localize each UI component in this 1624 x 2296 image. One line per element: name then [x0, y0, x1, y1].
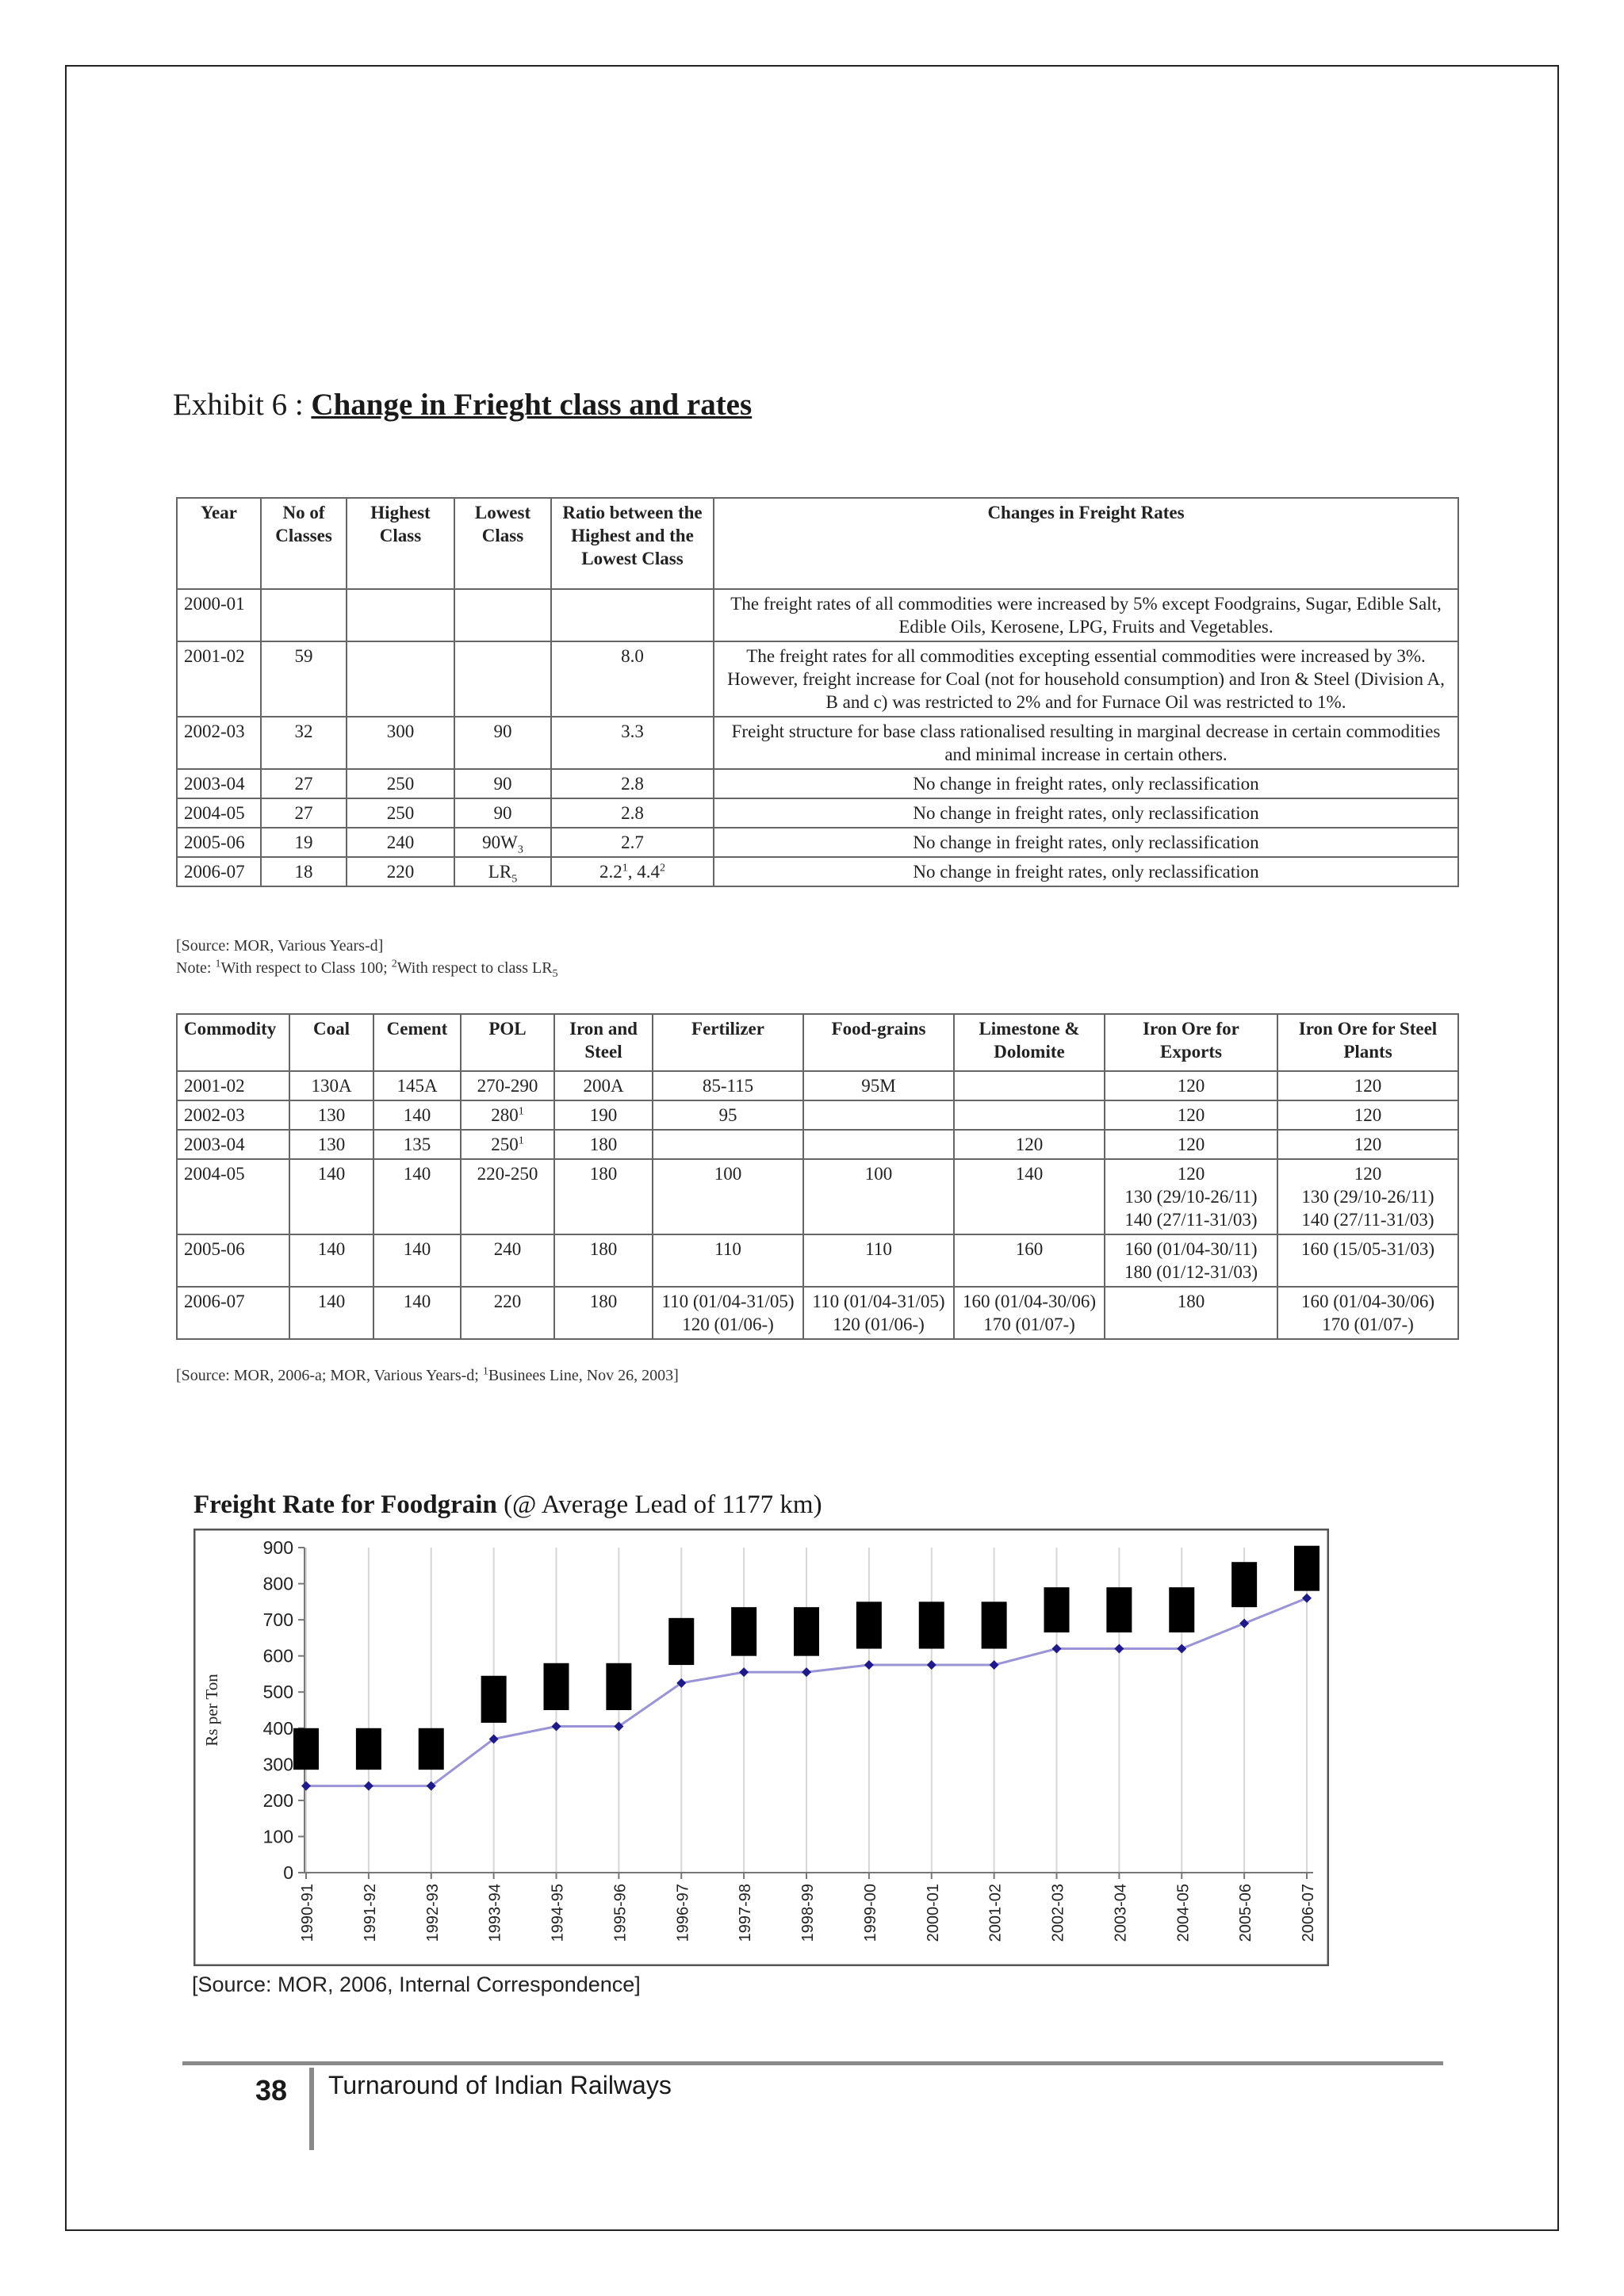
- classes-cell: 27: [261, 798, 347, 828]
- fertilizer-cell: [653, 1159, 803, 1234]
- coal-cell: 140: [289, 1159, 373, 1234]
- iron-ore-exports-cell: [1105, 1130, 1277, 1159]
- limestone-cell: [954, 1234, 1105, 1287]
- freight-change-cell: Freight structure for base class rationalised resulting in marginal decrease in certain commodities and minimal increase in certain others.: [714, 717, 1458, 769]
- chart-title: Freight Rate for Foodgrain (@ Average Lead of 1177 km): [193, 1490, 822, 1519]
- fertilizer-cell: [653, 1234, 803, 1287]
- column-header: Iron and Steel: [554, 1014, 653, 1071]
- table-row: [177, 717, 1458, 769]
- cell-line: 120 (01/06-): [833, 1314, 925, 1334]
- cell-line: 110: [865, 1239, 892, 1259]
- cell-line: 120: [1015, 1135, 1044, 1154]
- page-number: 38: [255, 2074, 288, 2107]
- y-tick-label: 500: [262, 1682, 293, 1703]
- column-header: Iron Ore for Exports: [1105, 1014, 1277, 1071]
- chart-source: [Source: MOR, 2006, Internal Correspondence]: [192, 1973, 641, 1996]
- foodgrains-cell: [803, 1159, 954, 1234]
- cell-line: 120: [1177, 1076, 1205, 1096]
- column-header: Commodity: [177, 1014, 289, 1071]
- range-bar: [606, 1663, 631, 1710]
- foodgrains-cell: [803, 1130, 954, 1159]
- lowest-class-cell: [454, 589, 551, 641]
- foodgrain-freight-chart: [193, 1529, 1329, 1966]
- y-tick-label: 600: [262, 1645, 293, 1667]
- lowest-class-cell: 90: [454, 769, 551, 798]
- cell-line: 120: [1177, 1164, 1205, 1184]
- freight-change-cell: No change in freight rates, only reclassification: [714, 798, 1458, 828]
- coal-cell: 130A: [289, 1071, 373, 1100]
- table-row: [177, 769, 1458, 798]
- cell-line: 130 (29/10-26/11): [1301, 1187, 1434, 1207]
- footer-title: Turnaround of Indian Railways: [328, 2071, 672, 2099]
- range-bar: [919, 1601, 944, 1648]
- fertilizer-cell: [653, 1100, 803, 1130]
- x-tick-label: 2006-07: [1300, 1884, 1317, 1942]
- column-header: POL: [461, 1014, 554, 1071]
- freight-change-cell: No change in freight rates, only reclassification: [714, 769, 1458, 798]
- freight-change-cell: No change in freight rates, only reclassification: [714, 828, 1458, 857]
- x-tick-label: 1998-99: [799, 1884, 817, 1942]
- pol-cell: $280^1$: [461, 1100, 554, 1130]
- cell-line: 140: [1015, 1164, 1044, 1184]
- cell-line: 85-115: [702, 1076, 754, 1096]
- cement-cell: 135: [373, 1130, 461, 1159]
- year-cell: 2005-06: [177, 1234, 289, 1287]
- iron-steel-cell: 180: [554, 1287, 653, 1339]
- iron-steel-cell: 190: [554, 1100, 653, 1130]
- classes-cell: 32: [261, 717, 347, 769]
- cell-line: 120: [1354, 1105, 1382, 1125]
- freight-change-cell: The freight rates for all commodities excepting essential commodities were increased by 3%. However, freight increase for Coal (not for household consumption) and Iron & Steel (Division A, B and c) was restricted to 2% and for Furnace Oil was restricted to 1%.: [714, 641, 1458, 717]
- cell-line: 170 (01/07-): [983, 1314, 1075, 1334]
- x-tick-label: 2000-01: [924, 1884, 942, 1942]
- coal-cell: 140: [289, 1287, 373, 1339]
- highest-class-cell: [347, 641, 454, 717]
- range-bar: [293, 1728, 319, 1770]
- pol-cell: 240: [461, 1234, 554, 1287]
- cell-line: 160 (15/05-31/03): [1300, 1239, 1434, 1259]
- iron-ore-steel-cell: [1277, 1100, 1458, 1130]
- cement-cell: 140: [373, 1159, 461, 1234]
- cell-line: 180: [1177, 1292, 1205, 1311]
- cement-cell: 145A: [373, 1071, 461, 1100]
- fertilizer-cell: [653, 1071, 803, 1100]
- classes-cell: 27: [261, 769, 347, 798]
- pol-cell: 270-290: [461, 1071, 554, 1100]
- classes-cell: 59: [261, 641, 347, 717]
- year-cell: 2003-04: [177, 1130, 289, 1159]
- iron-ore-steel-cell: [1277, 1287, 1458, 1339]
- range-bar: [982, 1601, 1007, 1648]
- x-tick-label: 1995-96: [611, 1884, 630, 1942]
- x-tick-label: 1994-95: [549, 1884, 567, 1942]
- foodgrains-cell: [803, 1100, 954, 1130]
- table-row: [177, 1234, 1458, 1287]
- cell-line: 160 (01/04-30/06): [1300, 1292, 1434, 1311]
- range-bar: [419, 1728, 444, 1770]
- cell-line: 160 (01/04-30/06): [962, 1292, 1096, 1311]
- iron-ore-exports-cell: [1105, 1159, 1277, 1234]
- iron-ore-exports-cell: [1105, 1234, 1277, 1287]
- table-row: [177, 641, 1458, 717]
- limestone-cell: [954, 1071, 1105, 1100]
- cell-line: 180 (01/12-31/03): [1124, 1262, 1258, 1282]
- x-tick-label: 1990-91: [299, 1884, 316, 1942]
- cell-line: 130 (29/10-26/11): [1124, 1187, 1258, 1207]
- cell-line: 160 (01/04-30/11): [1124, 1239, 1258, 1259]
- cement-cell: 140: [373, 1287, 461, 1339]
- classes-cell: 19: [261, 828, 347, 857]
- iron-ore-exports-cell: [1105, 1100, 1277, 1130]
- exhibit-prefix: Exhibit 6 :: [173, 388, 312, 422]
- year-cell: 2003-04: [177, 769, 261, 798]
- column-header: Iron Ore for Steel Plants: [1277, 1014, 1458, 1071]
- column-header: Fertilizer: [653, 1014, 803, 1071]
- iron-ore-steel-cell: [1277, 1159, 1458, 1234]
- cell-line: 120: [1354, 1164, 1382, 1184]
- cell-line: 140 (27/11-31/03): [1301, 1210, 1434, 1230]
- footer-rule: [182, 2061, 1443, 2065]
- pol-cell: $250^1$: [461, 1130, 554, 1159]
- y-tick-label: 400: [262, 1717, 293, 1739]
- x-tick-label: 2003-04: [1112, 1884, 1130, 1942]
- freight-change-cell: No change in freight rates, only reclassification: [714, 857, 1458, 886]
- iron-steel-cell: 200A: [554, 1071, 653, 1100]
- column-header: Limestone & Dolomite: [954, 1014, 1105, 1071]
- classes-cell: [261, 589, 347, 641]
- x-tick-label: 2001-02: [986, 1884, 1005, 1942]
- table-row: [177, 798, 1458, 828]
- range-bar: [481, 1676, 507, 1723]
- iron-steel-cell: 180: [554, 1159, 653, 1234]
- fertilizer-cell: [653, 1130, 803, 1159]
- range-bar: [794, 1607, 819, 1656]
- ratio-cell: 2.8: [551, 769, 714, 798]
- range-bar: [1106, 1587, 1132, 1632]
- y-tick-label: 800: [262, 1573, 293, 1594]
- table-row: [177, 1071, 1458, 1100]
- table-header-row: [177, 498, 1458, 589]
- y-tick-label: 300: [262, 1754, 293, 1775]
- x-tick-label: 2002-03: [1049, 1884, 1067, 1942]
- range-bar: [544, 1663, 569, 1710]
- x-tick-label: 2005-06: [1237, 1884, 1255, 1942]
- iron-ore-exports-cell: [1105, 1287, 1277, 1339]
- column-header: Food-grains: [803, 1014, 954, 1071]
- table-row: [177, 828, 1458, 857]
- iron-steel-cell: 180: [554, 1234, 653, 1287]
- cell-line: 140 (27/11-31/03): [1124, 1210, 1258, 1230]
- table-row: [177, 1130, 1458, 1159]
- range-bar: [1294, 1546, 1320, 1591]
- x-tick-label: 1996-97: [674, 1884, 692, 1942]
- cement-cell: 140: [373, 1234, 461, 1287]
- cell-line: 120: [1177, 1135, 1205, 1154]
- column-header: Highest Class: [347, 498, 454, 589]
- cement-cell: 140: [373, 1100, 461, 1130]
- x-tick-label: 1997-98: [737, 1884, 755, 1942]
- footer-divider: [309, 2068, 314, 2150]
- iron-ore-steel-cell: [1277, 1234, 1458, 1287]
- cell-line: 120 (01/06-): [682, 1314, 774, 1334]
- x-tick-label: 1991-92: [361, 1884, 379, 1942]
- y-tick-label: 100: [262, 1826, 293, 1847]
- table2-source: [Source: MOR, 2006-a; MOR, Various Years-d; $^1$Businees Line, Nov 26, 2003]: [176, 1365, 679, 1384]
- highest-class-cell: 240: [347, 828, 454, 857]
- column-header: Ratio between the Highest and the Lowest Class: [551, 498, 714, 589]
- table-row: [177, 589, 1458, 641]
- range-bar: [356, 1728, 381, 1770]
- cell-line: 110 (01/04-31/05): [661, 1292, 795, 1311]
- cell-line: 110 (01/04-31/05): [812, 1292, 945, 1311]
- pol-cell: 220-250: [461, 1159, 554, 1234]
- highest-class-cell: 220: [347, 857, 454, 886]
- exhibit-title: Change in Frieght class and rates: [311, 388, 753, 422]
- coal-cell: 130: [289, 1100, 373, 1130]
- exhibit-heading: [173, 387, 752, 423]
- table-header-row: [177, 1014, 1458, 1071]
- y-tick-label: 900: [262, 1537, 293, 1558]
- highest-class-cell: 250: [347, 798, 454, 828]
- limestone-cell: [954, 1159, 1105, 1234]
- ratio-cell: 2.7: [551, 828, 714, 857]
- highest-class-cell: 300: [347, 717, 454, 769]
- lowest-class-cell: 90: [454, 717, 551, 769]
- y-tick-label: 700: [262, 1609, 293, 1631]
- table-row: [177, 1100, 1458, 1130]
- table-row: [177, 1287, 1458, 1339]
- limestone-cell: [954, 1130, 1105, 1159]
- lowest-class-cell: $LR_5$: [454, 857, 551, 886]
- table1-note: Note: $^1$With respect to Class 100; $^2$With respect to class $LR_5$: [176, 958, 558, 980]
- column-header: Changes in Freight Rates: [714, 498, 1458, 589]
- cell-line: 120: [1354, 1135, 1382, 1154]
- range-bar: [1169, 1587, 1194, 1632]
- classes-cell: 18: [261, 857, 347, 886]
- cell-line: 110: [714, 1239, 741, 1259]
- foodgrains-cell: [803, 1287, 954, 1339]
- year-cell: 2001-02: [177, 1071, 289, 1100]
- year-cell: 2004-05: [177, 798, 261, 828]
- range-bar: [668, 1618, 694, 1665]
- cell-line: 100: [864, 1164, 893, 1184]
- range-bar: [1231, 1562, 1257, 1607]
- cell-line: 120: [1177, 1105, 1205, 1125]
- highest-class-cell: 250: [347, 769, 454, 798]
- y-tick-label: 200: [262, 1789, 293, 1811]
- ratio-cell: 3.3: [551, 717, 714, 769]
- range-bar: [856, 1601, 882, 1648]
- ratio-cell: 8.0: [551, 641, 714, 717]
- x-tick-label: 1992-93: [423, 1884, 442, 1942]
- coal-cell: 130: [289, 1130, 373, 1159]
- column-header: Lowest Class: [454, 498, 551, 589]
- y-axis-label: Rs per Ton: [202, 1674, 221, 1747]
- cell-line: 170 (01/07-): [1322, 1314, 1414, 1334]
- year-cell: 2006-07: [177, 1287, 289, 1339]
- ratio-cell: $2.2^1$, $4.4^2$: [551, 857, 714, 886]
- pol-cell: 220: [461, 1287, 554, 1339]
- limestone-cell: [954, 1287, 1105, 1339]
- year-cell: 2005-06: [177, 828, 261, 857]
- column-header: Cement: [373, 1014, 461, 1071]
- lowest-class-cell: 90: [454, 798, 551, 828]
- year-cell: 2002-03: [177, 717, 261, 769]
- iron-ore-exports-cell: [1105, 1071, 1277, 1100]
- column-header: Coal: [289, 1014, 373, 1071]
- ratio-cell: [551, 589, 714, 641]
- cell-line: 120: [1354, 1076, 1382, 1096]
- freight-class-table: [176, 497, 1459, 887]
- cell-line: 95M: [861, 1076, 896, 1096]
- highest-class-cell: [347, 589, 454, 641]
- cell-line: 100: [714, 1164, 742, 1184]
- year-cell: 2006-07: [177, 857, 261, 886]
- cell-line: 160: [1015, 1239, 1044, 1259]
- table-row: [177, 857, 1458, 886]
- x-tick-label: 2004-05: [1174, 1884, 1193, 1942]
- lowest-class-cell: $90W_3$: [454, 828, 551, 857]
- x-tick-label: 1993-94: [486, 1884, 504, 1942]
- table-row: [177, 1159, 1458, 1234]
- commodity-class-table: [176, 1013, 1459, 1340]
- table1-source: [Source: MOR, Various Years-d]: [176, 937, 384, 955]
- cell-line: 95: [718, 1105, 737, 1125]
- year-cell: 2002-03: [177, 1100, 289, 1130]
- freight-change-cell: The freight rates of all commodities were increased by 5% except Foodgrains, Sugar, Edible Salt, Edible Oils, Kerosene, LPG, Fruits and Vegetables.: [714, 589, 1458, 641]
- x-tick-label: 1999-00: [861, 1884, 879, 1942]
- range-bar: [1044, 1587, 1070, 1632]
- iron-ore-steel-cell: [1277, 1071, 1458, 1100]
- year-cell: 2004-05: [177, 1159, 289, 1234]
- year-cell: 2001-02: [177, 641, 261, 717]
- column-header: Year: [177, 498, 261, 589]
- foodgrains-cell: [803, 1234, 954, 1287]
- coal-cell: 140: [289, 1234, 373, 1287]
- lowest-class-cell: [454, 641, 551, 717]
- year-cell: 2000-01: [177, 589, 261, 641]
- ratio-cell: 2.8: [551, 798, 714, 828]
- fertilizer-cell: [653, 1287, 803, 1339]
- iron-ore-steel-cell: [1277, 1130, 1458, 1159]
- foodgrains-cell: [803, 1071, 954, 1100]
- column-header: No of Classes: [261, 498, 347, 589]
- y-tick-label: 0: [283, 1862, 293, 1883]
- limestone-cell: [954, 1100, 1105, 1130]
- range-bar: [731, 1607, 756, 1656]
- iron-steel-cell: 180: [554, 1130, 653, 1159]
